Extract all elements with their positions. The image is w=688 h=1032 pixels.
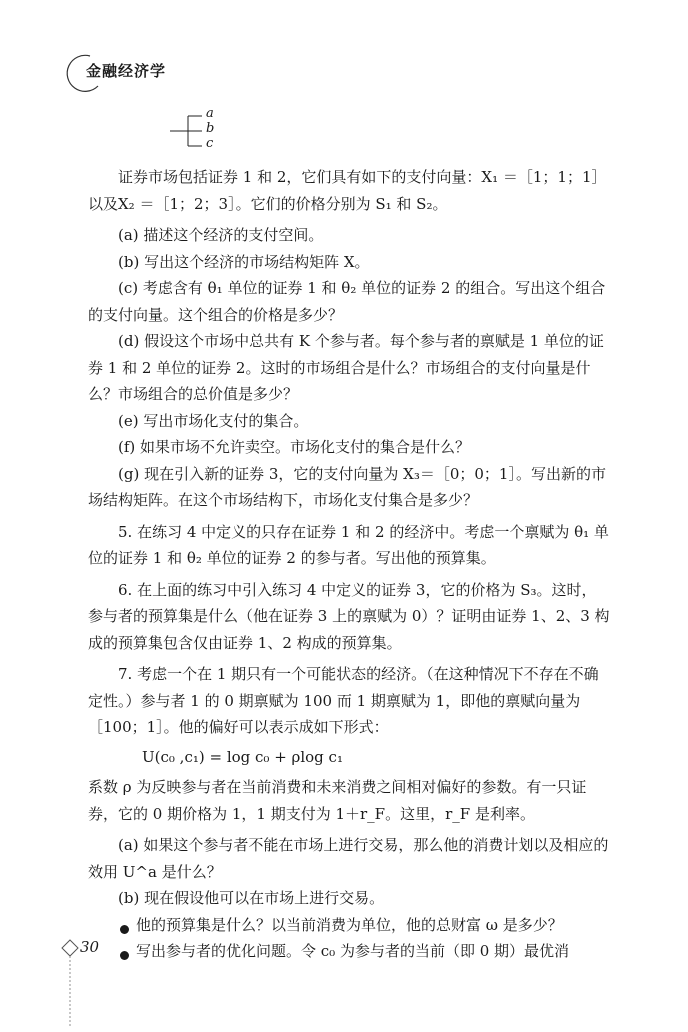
book-title: 金融经济学	[86, 62, 167, 80]
paragraph: (a) 如果这个参与者不能在市场上进行交易，那么他的消费计划以及相应的效用 U^a 是什么？	[88, 836, 609, 881]
paragraph: 7. 考虑一个在 1 期只有一个可能状态的经济。（在这种情况下不存在不确定性。）参与者 1 的 0 期禀赋为 100 而 1 期禀赋为 1，即他的禀赋向量为［100；1］。他的偏好可以表示成如下形式：	[88, 665, 599, 736]
bullet-text: 写出参与者的优化问题。令 c₀ 为参与者的当前（即 0 期）最优消	[118, 942, 569, 960]
paragraph: 系数 ρ 为反映参与者在当前消费和未来消费之间相对偏好的参数。有一只证券，它的 0 期价格为 1，1 期支付为 1＋r_F。这里，r_F 是利率。	[88, 778, 587, 823]
paragraph: 证券市场包括证券 1 和 2，它们具有如下的支付向量：X₁ ＝［1；1；1］以及X₂ ＝［1；2；3］。它们的价格分别为 S₁ 和 S₂。	[88, 168, 607, 213]
event-tree-diagram	[164, 108, 244, 154]
paragraph: (b) 现在假设他可以在市场上进行交易。	[118, 889, 385, 907]
page-footer	[60, 938, 120, 1030]
paragraph: (f) 如果市场不允许卖空。市场化支付的集合是什么？	[118, 438, 471, 456]
tree-label-a: a	[206, 106, 214, 121]
paragraph: (d) 假设这个市场中总共有 K 个参与者。每个参与者的禀赋是 1 单位的证券 1 和 2 单位的证券 2。这时的市场组合是什么？市场组合的支付向量是什么？市场组合的总价值是多少？	[88, 332, 604, 403]
tree-label-c: c	[206, 136, 214, 151]
diamond-icon	[60, 938, 80, 1030]
paragraph: (b) 写出这个经济的市场结构矩阵 X。	[118, 252, 370, 271]
tree-label-b: b	[206, 121, 215, 136]
paragraph: 5. 在练习 4 中定义的只存在证券 1 和 2 的经济中。考虑一个禀赋为 θ₁ 单位的证券 1 和 θ₂ 单位的证券 2 的参与者。写出他的预算集。	[88, 522, 609, 567]
paragraph: (e) 写出市场化支付的集合。	[118, 411, 309, 430]
running-header	[60, 50, 220, 90]
tree-branches	[164, 108, 244, 154]
bullet-item	[88, 912, 610, 939]
bullet-text: 他的预算集是什么？以当前消费为单位，他的总财富 ω 是多少？	[118, 916, 563, 934]
page-number: 30	[80, 938, 100, 956]
paragraph: (c) 考虑含有 θ₁ 单位的证券 1 和 θ₂ 单位的证券 2 的组合。写出这个组合的支付向量。这个组合的价格是多少？	[88, 279, 606, 324]
paragraph: (g) 现在引入新的证券 3，它的支付向量为 X₃＝［0；0；1］。写出新的市场结构矩阵。在这个市场结构下，市场化支付集合是多少？	[88, 464, 606, 509]
bullet-item	[88, 938, 610, 965]
utility-formula: U(c₀ ,c₁) = log c₀ + ρlog c₁	[142, 747, 343, 766]
paragraph: 6. 在上面的练习中引入练习 4 中定义的证券 3，它的价格为 S₃。这时，参与者的预算集是什么（他在证券 3 上的禀赋为 0）？证明由证券 1、2、3 构成的预算集包含仅由证券 1、2 构成的预算集。	[88, 580, 610, 652]
paragraph: (a) 描述这个经济的支付空间。	[118, 226, 324, 244]
page-body	[88, 164, 610, 965]
